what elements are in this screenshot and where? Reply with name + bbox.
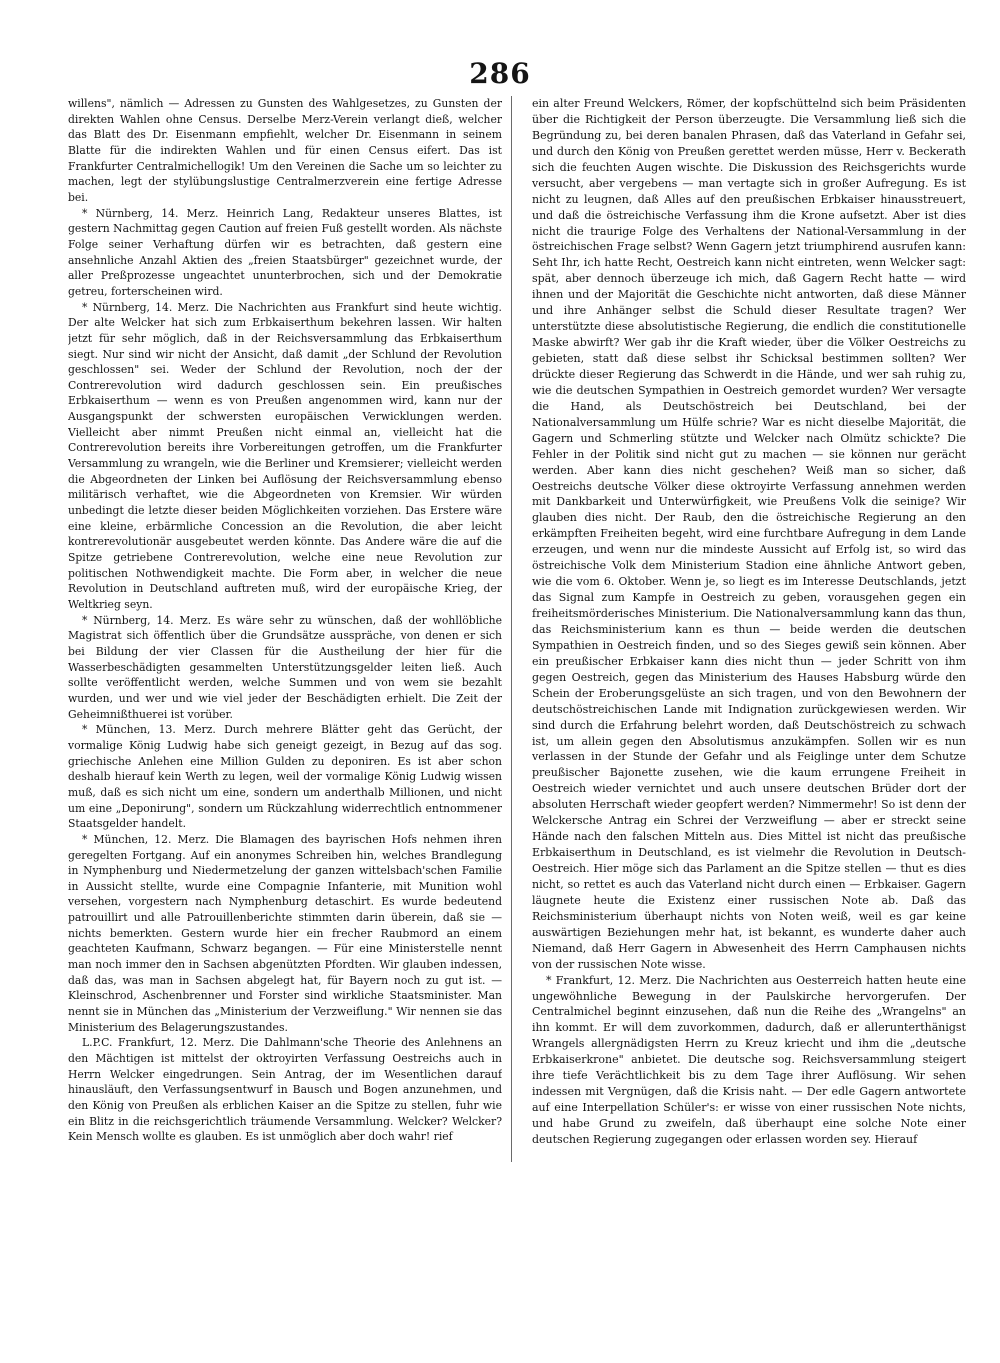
- article-paragraph: * Frankfurt, 12. Merz. Die Nachrichten aus Oesterreich hatten heute eine ungewöhnliche Bewegung in der Paulskirche hervorgerufen. Der Centralmichel beginnt einzusehen, daß nun die Reihe des „Wrangelns" an ihn kommt. Er will dem zuvorkommen, dadurch, daß er allerunterthänigst Wrangels allergnädigsten Herrn zu Kreuz kriecht und ihm die „deutsche Erbkaiserkrone" anbietet. Die deutsche sog. Reichsversammlung steigert ihre tiefe Verächtlichkeit bis zu dem Tage ihrer Auflösung. Wir sehen indessen mit Vergnügen, daß die Krisis naht. — Der edle Gagern antwortete auf eine Interpellation Schüler's: er wisse von einer russischen Note nichts, und habe Grund zu zweifeln, daß überhaupt eine solche Note einer deutschen Regierung zugegangen oder erlassen worden sey. Hierauf: [532, 973, 966, 1146]
- article-paragraph: * München, 12. Merz. Die Blamagen des bayrischen Hofs nehmen ihren geregelten Fortgang. Auf ein anonymes Schreiben hin, welches Brandlegung in Nymphenburg und Niedermetzelung der ganzen wittelsbach'schen Familie in Aussicht stellte, wurde eine Compagnie Infanterie, mit Munition wohl versehen, vorgestern nach Nymphenburg detaschirt. Es wurde bedeutend patrouillirt und alle Patrouillenberichte stimmten darin überein, daß sie — nichts bemerkten. Gestern wurde hier ein frecher Raubmord an einem geachteten Kaufmann, Schwarz begangen. — Für eine Ministerstelle nennt man noch immer den in Sachsen abgenützten Pfordten. Wir glauben indessen, daß das, was man in Sachsen abgelegt hat, für Bayern noch zu gut ist. — Kleinschrod, Aschenbrenner und Forster sind wirkliche Staatsminister. Man nennt sie in München das „Ministerium der Verzweiflung." Wir nennen sie das Ministerium des Belagerungszustandes.: [68, 832, 502, 1034]
- page-number: 286: [469, 57, 531, 90]
- left-column: [68, 96, 502, 1162]
- article-paragraph: willens", nämlich — Adressen zu Gunsten des Wahlgesetzes, zu Gunsten der direkten Wahlen ohne Census. Derselbe Merz-Verein verlangt dieß, welcher das Blatt des Dr. Eisenmann empfiehlt, welcher Dr. Eisenmann in seinem Blatte für die indirekten Wahlen und für einen Census eifert. Das ist Frankfurter Centralmichellogik! Um den Vereinen die Sache um so leichter zu machen, legt der stylübungslustige Centralmerzverein eine fertige Adresse bei.: [68, 97, 502, 204]
- right-column: [532, 96, 966, 1162]
- article-paragraph: * Nürnberg, 14. Merz. Heinrich Lang, Redakteur unseres Blattes, ist gestern Nachmittag gegen Caution auf freien Fuß gestellt worden. Als nächste Folge seiner Verhaftung dürfen wir es betrachten, daß gestern eine ansehnliche Anzahl Aktien des „freien Staatsbürger" gezeichnet wurde, der aller Preßprozesse ungeachtet ununterbrochen, sich und der Demokratie getreu, forterscheinen wird.: [68, 206, 502, 298]
- article-paragraph: * Nürnberg, 14. Merz. Die Nachrichten aus Frankfurt sind heute wichtig. Der alte Welcker hat sich zum Erbkaiserthum bekehren lassen. Wir halten jetzt für sehr möglich, daß in der Reichsversammlung das Erbkaiserthum siegt. Nur sind wir nicht der Ansicht, daß damit „der Schlund der Revolution geschlossen" sei. Weder der Schlund der Revolution, noch der der Contrerevolution wird dadurch geschlossen sein. Ein preußisches Erbkaiserthum — wenn es von Preußen angenommen wird, kann nur der Ausgangspunkt der schwersten europäischen Verwicklungen werden. Vielleicht aber nimmt Preußen nicht einmal an, vielleicht hat die Contrerevolution bereits ihre Vorbereitungen getroffen, um die Frankfurter Versammlung zu wrangeln, wie die Berliner und Kremsierer; vielleicht werden die Abgeordneten der Linken bei Auflösung der Reichsversammlung ebenso militärisch verhaftet, wie die Abgeordneten von Kremsier. Wir würden unbedingt die letzte dieser beiden Möglichkeiten vorziehen. Das Erstere wäre eine kleine, erbärmliche Concession an die Revolution, die aber leicht kontrerevolutionär ausgebeutet werden könnte. Das Andere wäre die auf die Spitze getriebene Contrerevolution, welche eine neue Revolution zur politischen Nothwendigkeit machte. Die Form aber, in welcher die neue Revolution in Deutschland auftreten muß, wird der europäische Krieg, der Weltkrieg seyn.: [68, 300, 502, 611]
- article-paragraph: ein alter Freund Welckers, Römer, der kopfschüttelnd sich beim Präsidenten über die Richtigkeit der Person überzeugte. Die Versammlung ließ sich die Begründung zu, bei deren banalen Phrasen, daß das Vaterland in Gefahr sei, und durch den König von Preußen gerettet werden müsse, Herr v. Beckerath sich die feuchten Augen wischte. Die Diskussion des Reichsgerichts wurde versucht, aber vergebens — man vertagte sich in großer Aufregung. Es ist nicht zu leugnen, daß Alles auf den preußischen Erbkaiser hinausstreuert, und daß die östreichische Verfassung ihm die Krone aufsetzt. Aber ist dies nicht die traurige Folge des Verhaltens der National-Versammlung in der östreichischen Frage selbst? Wenn Gagern jetzt triumphirend ausrufen kann: Seht Ihr, ich hatte Recht, Oestreich kann nicht eintreten, wenn Welcker sagt: spät, aber dennoch überzeuge ich mich, daß Gagern Recht hatte — wird ihnen und der Majorität die Geschichte nicht antworten, daß diese Männer und ihre Anhänger selbst die Schuld dieser Resultate tragen? Wer unterstützte diese absolutistische Regierung, die endlich die constitutionelle Maske abwirft? Wer gab ihr die Kraft wieder, über die Völker Oestreichs zu gebieten, statt daß diese selbst ihr Schicksal bestimmen sollten? Wer drückte dieser Regierung das Schwerdt in die Hände, und wer sah ruhig zu, wie die deutschen Sympathien in Oestreich gemordet wurden? Wer versagte die Hand, als Deutschöstreich bei Deutschland, bei der Nationalversammlung um Hülfe schrie? War es nicht dieselbe Majorität, die Gagern und Schmerling stützte und Welcker nach Olmütz schickte? Die Fehler in der Politik sind nicht gut zu machen — sie können nur gerächt werden. Aber kann dies nicht geschehen? Weiß man so sicher, daß Oestreichs deutsche Völker diese oktroyirte Verfassung annehmen werden mit Dankbarkeit und Unterwürfigkeit, wie Preußens Volk die seinige? Wir glauben dies nicht. Der Raub, den die östreichische Regierung an den erkämpften Freiheiten begeht, wird eine furchtbare Aufregung in dem Lande erzeugen, und wenn nur die mindeste Aussicht auf Erfolg ist, so wird das östreichische Volk dem Ministerium Stadion eine ähnliche Antwort geben, wie die vom 6. Oktober. Wenn je, so liegt es im Interesse Deutschlands, jetzt das Signal zum Kampfe in Oestreich zu geben, vorausgehen gegen ein freiheitsmörderisches Ministerium. Die Nationalversammlung kann das thun, das Reichsministerium kann es thun — beide werden die deutschen Sympathien in Oestreich finden, und so des Sieges gewiß sein können. Aber ein preußischer Erbkaiser kann dies nicht thun — jeder Schritt von ihm gegen Oestreich, gegen das Ministerium des Hauses Habsburg würde den Schein der Eroberungsgelüste an sich tragen, und von den Bewohnern der deutschöstreichischen Lande mit Indignation zurückgewiesen werden. Wir sind durch die Erfahrung belehrt worden, daß Deutschöstreich zu schwach ist, um allein gegen den Absolutismus anzukämpfen. Sollen wir es nun verlassen in der Stunde der Gefahr und als Feiglinge unter dem Schutze preußischer Bajonette zusehen, wie die kaum errungene Freiheit in Oestreich wieder vernichtet und auch unsere deutschen Brüder dort der absoluten Herrschaft wieder geopfert werden? Nimmermehr! So ist denn der Welckersche Antrag ein Schrei der Verzweiflung — aber er streckt seine Hände nach den falschen Mitteln aus. Dies Mittel ist nicht das preußische Erbkaiserthum in Deutschland, es ist vielmehr die Revolution in Deutsch-Oestreich. Hier möge sich das Parlament an die Spitze stellen — thut es dies nicht, so rettet es auch das Vaterland nicht durch einen — Erbkaiser. Gagern läugnete heute die Existenz einer russischen Note ab. Daß das Reichsministerium überhaupt nichts von Noten weiß, weil es gar keine auswärtigen Beziehungen mehr hat, ist bekannt, es wunderte daher auch Niemand, daß Herr Gagern in Abwesenheit des Herrn Camphausen nichts von der russischen Note wisse.: [532, 97, 966, 971]
- article-paragraph: * München, 13. Merz. Durch mehrere Blätter geht das Gerücht, der vormalige König Ludwig habe sich geneigt gezeigt, in Bezug auf das sog. griechische Anlehen eine Million Gulden zu deponiren. Es ist aber schon deshalb hierauf kein Werth zu legen, weil der vormalige König Ludwig wissen muß, daß es sich nicht um eine, sondern um anderthalb Millionen, und nicht um eine „Deponirung", sondern um Rückzahlung widerrechtlich entnommener Staatsgelder handelt.: [68, 723, 502, 831]
- article-paragraph: L.P.C. Frankfurt, 12. Merz. Die Dahlmann'sche Theorie des Anlehnens an den Mächtigen ist mittelst der oktroyirten Verfassung Oestreichs auch in Herrn Welcker eingedrungen. Sein Antrag, der im Wesentlichen darauf hinausläuft, den Verfassungsentwurf in Bausch und Bogen anzunehmen, und den König von Preußen als erblichen Kaiser an die Spitze zu stellen, fuhr wie ein Blitz in die reichsgerichtlich träumende Versammlung. Welcker? Welcker? Kein Mensch wollte es glauben. Es ist unmöglich aber doch wahr! rief: [68, 1036, 502, 1144]
- article-paragraph: * Nürnberg, 14. Merz. Es wäre sehr zu wünschen, daß der wohllöbliche Magistrat sich öffentlich über die Grundsätze ausspräche, von denen er sich bei Bildung der vier Classen für die Austheilung der hier für die Wasserbeschädigten gesammelten Unterstützungsgelder leiten ließ. Auch sollte veröffentlicht werden, welche Summen und von wem sie bezahlt wurden, und wer und wie viel jeder der Beschädigten erhielt. Die Zeit der Geheimnißthuerei ist vorüber.: [68, 613, 502, 721]
- article-columns: [68, 96, 966, 1162]
- column-divider: [511, 96, 512, 1162]
